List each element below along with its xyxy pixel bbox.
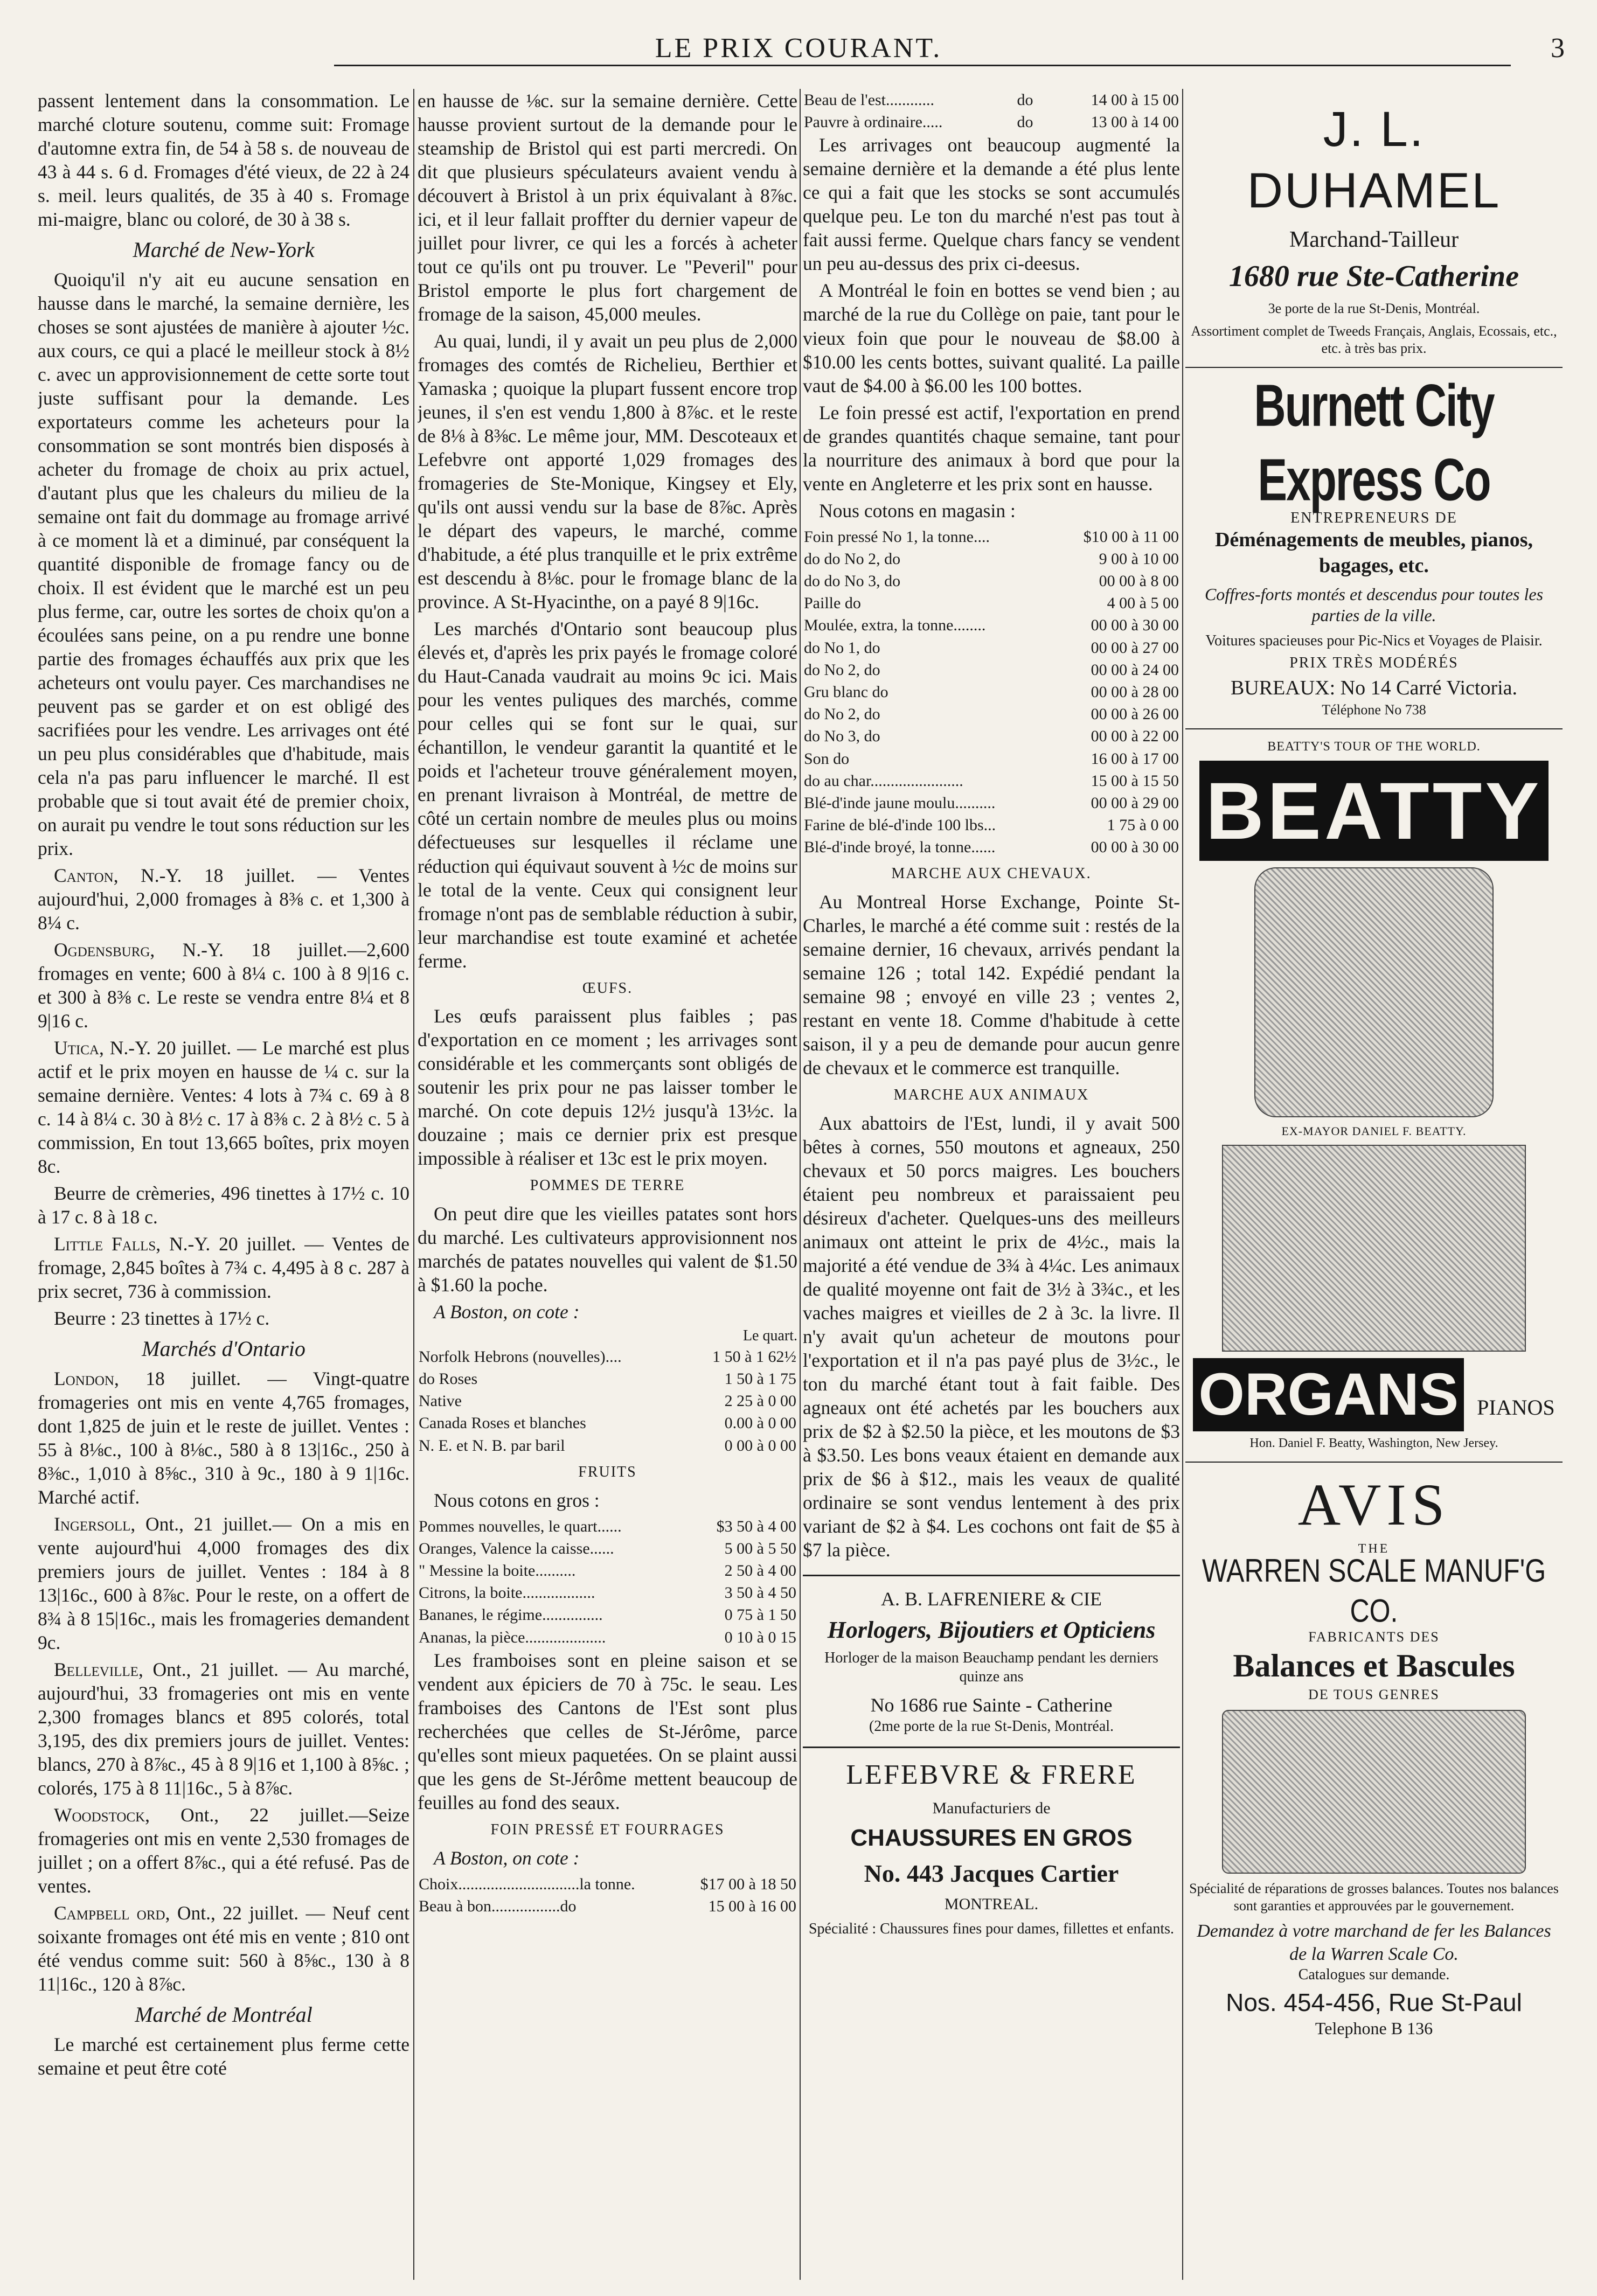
ad-caption: EX-MAYOR DANIEL F. BEATTY.	[1281, 1124, 1467, 1138]
ad-text: Catalogues sur demande.	[1298, 1966, 1450, 1983]
unit-label: Le quart.	[742, 1327, 797, 1345]
column-divider	[1182, 89, 1183, 2280]
ad-text: Manufacturiers de	[932, 1799, 1051, 1817]
ad-beatty	[1185, 729, 1563, 1463]
ad-title: Marchand-Tailleur	[1289, 227, 1459, 253]
article-paragraph: Le marché est certainement plus ferme cette semaine et peut être coté	[38, 2033, 409, 2079]
section-heading: Marchés d'Ontario	[142, 1337, 305, 1361]
ad-phone: Telephone B 136	[1315, 2019, 1433, 2038]
ad-text: PRIX TRÈS MODÉRÉS	[1289, 654, 1459, 671]
ad-text: BEATTY'S TOUR OF THE WORLD.	[1267, 739, 1481, 754]
organ-illustration	[1222, 1145, 1526, 1352]
market-report: Canton, N.-Y. 18 juillet. — Ventes aujourd'hui, 2,000 fromages à 8⅜ c. et 1,300 à 8¼ c.	[38, 865, 409, 934]
market-report: Campbell ord, Ont., 22 juillet. — Neuf cent soixante fromages ont été mis en vente ; 810 ont été vendus comme suit: 560 à 8⅝c., 130 à 8 11|16c., 120 à 8⅞c.	[38, 1902, 409, 1995]
ad-title: PIANOS	[1477, 1395, 1555, 1420]
ad-text: Assortiment complet de Tweeds Français, Anglais, Ecossais, etc., etc. à très bas prix.	[1191, 323, 1557, 357]
ad-text: Voitures spacieuses pour Pic-Nics et Voyages de Plaisir.	[1205, 632, 1543, 649]
table-row: Pauvre à ordinaire..... do 13 00 à 14 00	[804, 113, 1179, 131]
column-3	[803, 89, 1180, 2280]
ad-business-name: A. B. LAFRENIERE & CIE	[881, 1588, 1102, 1610]
article-paragraph: A Montréal le foin en bottes se vend bien ; au marché de la rue du Collège on paie, tant pour le vieux foin que pour le nouveau de $8.00 à $10.00 les cents bottes, suivant qualité. La paille vaut de $4.00 à $6.00 les 100 bottes.	[803, 280, 1180, 396]
hay-price-table	[418, 1873, 797, 1917]
table-row: Bananes, le régime............... 0 75 à 1 50	[419, 1606, 796, 1624]
page-header	[0, 22, 1597, 70]
quote-intro: Nous cotons en gros :	[434, 1489, 600, 1511]
ad-text: FABRICANTS DES	[1308, 1629, 1440, 1645]
ad-title: Déménagements de meubles, pianos, bagages, etc.	[1214, 528, 1533, 577]
column-divider	[413, 89, 414, 2280]
ad-lafreniere	[803, 1575, 1180, 1748]
table-row: do do No 3, do 00 00 à 8 00	[804, 572, 1179, 590]
ad-lefebvre	[803, 1748, 1180, 1948]
market-report: Beurre : 23 tinettes à 17½ c.	[54, 1307, 270, 1330]
ad-business-name: WARREN SCALE MANUF'G CO.	[1202, 1553, 1546, 1629]
ad-warren	[1185, 1463, 1563, 2045]
table-row: do No 2, do 00 00 à 24 00	[804, 660, 1179, 679]
article-paragraph: Aux abattoirs de l'Est, lundi, il y avait 500 bêtes à cornes, 550 moutons et agneaux, 250 chevaux et 50 porcs maigres. Les bouchers étaient peu nombreux et paraissaient peu désireux d'acheter. Quelques-uns des meilleurs animaux ont atteint le prix de 4½c., mais la majorité a été vendue de 3¾ à 4¼c. Les animaux de qualité moyenne ont fait de 3½ à 3¾c., et les vaches maigres et vieilles de 2 à 3c. la livre. Il n'y avait qu'un acheteur de moutons pour l'exportation et il n'a pas payé plus de 3½c., le ton du marché étant tout à fait faible. Des agneaux ont été achetés par les bouchers aux prix de $2 à $2.50 la pièce, et les moutons de $3 à $3.50. Les bons veaux étaient en demande aux prix de $6 à $12., mais les veaux de qualité ordinaire se sont vendus lentement à des prix variant de $2 à $4. Les cochons ont fait de $5 à $7 la pièce.	[803, 1112, 1180, 1561]
table-row: do No 3, do 00 00 à 22 00	[804, 727, 1179, 746]
ad-address-note: 3e porte de la rue St-Denis, Montréal.	[1268, 300, 1480, 316]
table-row: Choix..............................la tonne. $17 00 à 18 50	[419, 1875, 796, 1893]
market-report: London, 18 juillet. — Vingt-quatre fromageries ont mis en vente 4,765 fromages, dont 1,825 de juin et le reste de juillet. Ventes : 55 à 8⅛c., 100 à 8⅛c., 580 à 8 13|16c., 250 à 8⅜c., 1,010 à 8⅝c., 310 à 9c., 180 à 9 1|16c. Marché actif.	[38, 1367, 409, 1508]
table-row: do Roses 1 50 à 1 75	[419, 1370, 796, 1388]
article-paragraph: Au quai, lundi, il y avait un peu plus de 2,000 fromages des comtés de Richelieu, Berthier et Yamaska ; quoique la plupart fussent encore trop jeunes, il s'en est vendu 1,800 à 8⅞c. et le reste de 8⅛ à 8⅜c. Le même jour, MM. Descoteaux et Lefebvre ont apporté 1,029 fromages des fromageries de Ste-Monique, Kingsey et Ely, qu'ils ont aussi vendu sur la base de 8⅞c. Après le départ des vapeurs, le marché, comme d'habitude, a été plus tranquille et le prix extrême est descendu à 8⅛c. pour le fromage blanc de la province. A St-Hyacinthe, on a payé 8 9|16c.	[418, 330, 797, 613]
section-heading: MARCHE AUX ANIMAUX	[893, 1087, 1089, 1104]
section-heading: ŒUFS.	[582, 979, 633, 997]
column-1	[38, 89, 409, 2280]
ad-address-note: (2me porte de la rue St-Denis, Montréal.	[869, 1717, 1114, 1735]
ad-text: ENTREPRENEURS DE	[1290, 509, 1457, 526]
column-2	[418, 89, 797, 2280]
ad-address: BUREAUX: No 14 Carré Victoria.	[1230, 677, 1518, 700]
quote-intro: A Boston, on cote :	[434, 1847, 580, 1869]
ad-burnett	[1185, 368, 1563, 729]
fruit-price-table	[418, 1515, 797, 1648]
market-report: Belleville, Ont., 21 juillet. — Au marché, aujourd'hui, 33 fromageries ont mis en vente 2,300 fromages blancs et 895 colorés, total 3,195, des dix premiers jours de juillet. Ventes: blancs, 270 à 8⅞c., 45 à 8 9|16 et 1,100 à 8⅝c. ; colorés, 175 à 8 11|16c., 5 à 8⅞c.	[38, 1659, 409, 1799]
ad-duhamel	[1185, 89, 1563, 368]
ad-business-name: Burnett City Express Co	[1254, 373, 1494, 513]
ad-address: No 1686 rue Sainte - Catherine	[870, 1694, 1113, 1716]
ad-text: Hon. Daniel F. Beatty, Washington, New Jersey.	[1249, 1436, 1498, 1451]
hay-price-table-cont	[803, 89, 1180, 133]
column-4-ads	[1185, 89, 1563, 2280]
table-row: Citrons, la boite.................. 3 50 à 4 50	[419, 1584, 796, 1602]
ad-title: CHAUSSURES EN GROS	[850, 1824, 1133, 1851]
ad-address: Nos. 454-456, Rue St-Paul	[1226, 1988, 1522, 2017]
portrait-image	[1254, 867, 1494, 1117]
table-row: " Messine la boite.......... 2 50 à 4 00	[419, 1561, 796, 1580]
table-row: Ananas, la pièce.................... 0 10 à 0 15	[419, 1628, 796, 1646]
table-row: N. E. et N. B. par baril 0 00 à 0 00	[419, 1436, 796, 1455]
table-row: Norfolk Hebrons (nouvelles).... 1 50 à 1 62½	[419, 1347, 796, 1366]
ad-text: Demandez à votre marchand de fer les Balances de la Warren Scale Co.	[1197, 1921, 1551, 1964]
ad-phone: Téléphone No 738	[1322, 701, 1426, 718]
table-row: do No 2, do 00 00 à 26 00	[804, 705, 1179, 723]
table-row: do No 1, do 00 00 à 27 00	[804, 638, 1179, 657]
section-heading: Marché de New-York	[133, 238, 315, 262]
table-row: Canada Roses et blanches 0.00 à 0 00	[419, 1414, 796, 1432]
article-paragraph: passent lentement dans la consommation. Le marché cloture soutenu, comme suit: Fromage d'automne extra fin, de 54 à 58 s. de nouveau de 43 à 44 s. 6 d. Fromages d'été vieux, de 22 à 24 s. meil. leurs qualités, de 35 à 40 s. Fromage mi-maigre, blanc ou coloré, de 30 à 38 s.	[38, 90, 409, 231]
article-paragraph: On peut dire que les vieilles patates sont hors du marché. Les cultivateurs approvisionnent nos marchés de patates nouvelles qui valent de $1.50 à $1.60 la poche.	[418, 1203, 797, 1296]
article-paragraph: en hausse de ⅛c. sur la semaine dernière. Cette hausse provient surtout de la demande pour le steamship de Bristol qui est parti mercredi. On dit que plusieurs spéculateurs avaient vendu à découvert à Bristol à un prix équivalant à 8⅞c. ici, et il leur fallait proffter du dernier vapeur de juillet pour livrer, ce qui les a forcés à acheter tout ce qu'ils ont pu trouver. Le "Peveril" pour Bristol emporte le plus fort chargement de fromage de la saison, 45,000 meules.	[418, 90, 797, 325]
article-paragraph: Quoiqu'il n'y ait eu aucune sensation en hausse dans le marché, la semaine dernière, les choses se sont ajustées de manière à ajouter ½c. aux cours, ce qui a placé le meilleur stock à 8½ c. avec un approvisionnement de cette sorte tout juste suffisant pour la demande. Les exportateurs comme les acheteurs pour la consommation se sont montrés bien disposés à acheter du fromage de choix au prix actuel, d'autant plus que les chaleurs du milieu de la semaine ont fait du dommage au fromage arrivé à ce moment là et a diminué, par conséquent la quantité disponible de fromage fancy ou de choix. Il est évident que le marché est un peu plus ferme, car, outre les sortes de choix qu'on a écoulées sans peine, on a pu rendre une bonne partie des fromages échauffés aux prix que les acheteurs ont voulu payer. Ces marchandises ne peuvent pas se garder et on est obligé des sacrifiées pour les vendre. Les arrivages ont été un peu plus considérables que d'habitude, mais cela n'a pas paru influencer le marché. Il est probable que si tout avait été de premier choix, on aurait pu vendre le tout sons réduction sur les prix.	[38, 268, 409, 860]
article-paragraph: Les œufs paraissent plus faibles ; pas d'exportation en ce moment ; les arrivages sont considérable et les commerçants sont obligés de soutenir les prix pour ne pas laisser tomber le marché. On cote depuis 12½ jusqu'à 13½c. la douzaine ; mais ce dernier prix est presque impossible à réaliser et 13c est le prix moyen.	[418, 1005, 797, 1170]
ad-business-name: BEATTY	[1199, 761, 1549, 861]
article-paragraph: Les framboises sont en pleine saison et se vendent aux épiciers de 70 à 75c. le seau. Les framboises des Cantons de l'Est sont plus recherchées que celles de St-Jérôme, parce qu'elles sont mieux paquetées. On se plaint aussi que les gens de St-Jérôme mettent beaucoup de feuilles au fond des seaux.	[418, 1649, 797, 1813]
ad-address: No. 443 Jacques Cartier	[864, 1860, 1119, 1888]
potato-price-table	[418, 1346, 797, 1457]
table-row: Gru blanc do 00 00 à 28 00	[804, 683, 1179, 701]
market-report: Ingersoll, Ont., 21 juillet.— On a mis en vente aujourd'hui 4,000 fromages des dix premiers jours de juillet. Ventes : 184 à 8 13|16c., 600 à 8⅞c. Pour le reste, on a offert de 8¾ à 8 15|16c., mais les fromageries demandent 9c.	[38, 1513, 409, 1654]
ad-text: Spécialité : Chaussures fines pour dames, fillettes et enfants.	[808, 1920, 1175, 1937]
market-report: Beurre de crèmeries, 496 tinettes à 17½ c. 10 à 17 c. 8 à 18 c.	[38, 1182, 409, 1228]
market-report: Ogdensburg, N.-Y. 18 juillet.—2,600 fromages en vente; 600 à 8¼ c. 100 à 8 9|16 c. et 300 à 8⅜ c. Le reste se vendra entre 8¼ et 8 9|16 c.	[38, 939, 409, 1032]
ad-city: MONTREAL.	[944, 1895, 1039, 1914]
table-row: Blé-d'inde jaune moulu.......... 00 00 à 29 00	[804, 794, 1179, 812]
newspaper-title: LE PRIX COURANT.	[655, 33, 942, 64]
table-row: Beau de l'est............ do 14 00 à 15 00	[804, 91, 1179, 109]
article-paragraph: Le foin pressé est actif, l'exportation en prend de grandes quantités chaque semaine, tant pour la nourriture des animaux à bord que pour la vente en Angleterre et les prix sont en hausse.	[803, 401, 1180, 495]
scales-illustration	[1222, 1710, 1526, 1874]
table-row: Foin pressé No 1, la tonne.... $10 00 à 11 00	[804, 527, 1179, 546]
section-heading: MARCHE AUX CHEVAUX.	[891, 865, 1092, 882]
article-paragraph: Les marchés d'Ontario sont beaucoup plus élevés et, d'après les prix payés le fromage coloré du Haut-Canada vaudrait au moins 9c ici. Mais pour les ventes puliques des marchés, comme pour celles qui se font sur le quai, sur échantillon, le vendeur garantit la quantité et le poids et l'acheteur trouve généralement moyen, en prenant livraison à Montréal, de mettre de côté un certain nombre de meules plus ou moins défectueuses sur lesquelles il réclame une réduction qui équivaut souvent à ½c de moins sur le total de la vente. Ceux qui consignent leur fromage n'ont pas de semblable réduction à subir, leur marchandise est toute examiné et achetée ferme.	[418, 618, 797, 972]
ad-heading: AVIS	[1297, 1471, 1450, 1537]
quote-intro: A Boston, on cote :	[434, 1301, 580, 1323]
feed-price-table	[803, 526, 1180, 859]
ad-address: 1680 rue Ste-Catherine	[1228, 260, 1519, 294]
section-heading: Marché de Montréal	[135, 2002, 313, 2027]
header-rule	[334, 65, 1511, 66]
table-row: do do No 2, do 9 00 à 10 00	[804, 549, 1179, 568]
market-report: Woodstock, Ont., 22 juillet.—Seize fromageries ont mis en vente 2,530 fromages de juillet ; on a offert 8⅞c., qui a été refusé. Pas de ventes.	[38, 1804, 409, 1897]
table-row: Blé-d'inde broyé, la tonne...... 00 00 à 30 00	[804, 838, 1179, 857]
section-heading: FOIN PRESSÉ ET FOURRAGES	[490, 1821, 725, 1838]
table-row: Beau à bon.................do 15 00 à 16 00	[419, 1897, 796, 1915]
section-heading: FRUITS	[578, 1463, 637, 1480]
ad-text: Spécialité de réparations de grosses balances. Toutes nos balances sont garanties et approuvées par le gouvernement.	[1189, 1880, 1559, 1914]
quote-intro: Nous cotons en magasin :	[819, 499, 1016, 521]
ad-title: ORGANS	[1193, 1358, 1464, 1431]
ad-text: Coffres-forts montés et descendus pour toutes les parties de la ville.	[1204, 584, 1544, 625]
table-row: Native 2 25 à 0 00	[419, 1392, 796, 1410]
ad-title: Balances et Bascules	[1233, 1648, 1515, 1684]
market-report: Little Falls, N.-Y. 20 juillet. — Ventes de fromage, 2,845 boîtes à 7¾ c. 4,495 à 8 c. 287 à prix secret, 736 à commission.	[38, 1233, 409, 1303]
table-row: do au char....................... 15 00 à 15 50	[804, 771, 1179, 790]
ad-text: Horloger de la maison Beauchamp pendant les derniers quinze ans	[824, 1650, 1158, 1686]
ad-title: Horlogers, Bijoutiers et Opticiens	[827, 1616, 1156, 1643]
ad-text: THE	[1358, 1542, 1390, 1556]
table-row: Farine de blé-d'inde 100 lbs... 1 75 à 0 00	[804, 816, 1179, 834]
ad-business-name: LEFEBVRE & FRERE	[846, 1759, 1137, 1791]
column-divider	[800, 89, 801, 2280]
market-report: Utica, N.-Y. 20 juillet. — Le marché est plus actif et le prix moyen en hausse de ¼ c. sur la semaine dernière. Ventes: 4 lots à 7¾ c. 69 à 8 c. 14 à 8¼ c. 30 à 8½ c. 17 à 8⅜ c. 2 à 8½ c. 5 à commission, En tout 13,665 boîtes, prix moyen 8c.	[38, 1037, 409, 1178]
table-row: Moulée, extra, la tonne........ 00 00 à 30 00	[804, 616, 1179, 635]
table-row: Oranges, Valence la caisse...... 5 00 à 5 50	[419, 1539, 796, 1557]
ad-business-name: J. L. DUHAMEL	[1247, 102, 1501, 219]
ad-text: DE TOUS GENRES	[1308, 1686, 1440, 1702]
table-row: Son do 16 00 à 17 00	[804, 749, 1179, 768]
table-row: Paille do 4 00 à 5 00	[804, 594, 1179, 613]
page-number: 3	[1551, 33, 1565, 64]
section-heading: POMMES DE TERRE	[530, 1177, 685, 1194]
article-paragraph: Au Montreal Horse Exchange, Pointe St-Charles, le marché a été comme suit : restés de la semaine dernier, 16 chevaux, arrivés pendant la semaine 126 ; total 142. Expédié pendant la semaine 98 ; envoyé en ville 23 ; ventes 2, restant en vente 18. Comme d'habitude à cette saison, il y a peu de demande pour aucun genre de chevaux et le commerce est tranquille.	[803, 891, 1180, 1079]
article-paragraph: Les arrivages ont beaucoup augmenté la semaine dernière et la demande a été plus lente ce qui a fait que les stocks se sont accumulés quelque peu. Le ton du marché n'est pas tout à fait aussi ferme. Quelque chars fancy se vendent un peu au-dessus des prix ci-deesus.	[803, 134, 1180, 275]
table-row: Pommes nouvelles, le quart...... $3 50 à 4 00	[419, 1517, 796, 1535]
